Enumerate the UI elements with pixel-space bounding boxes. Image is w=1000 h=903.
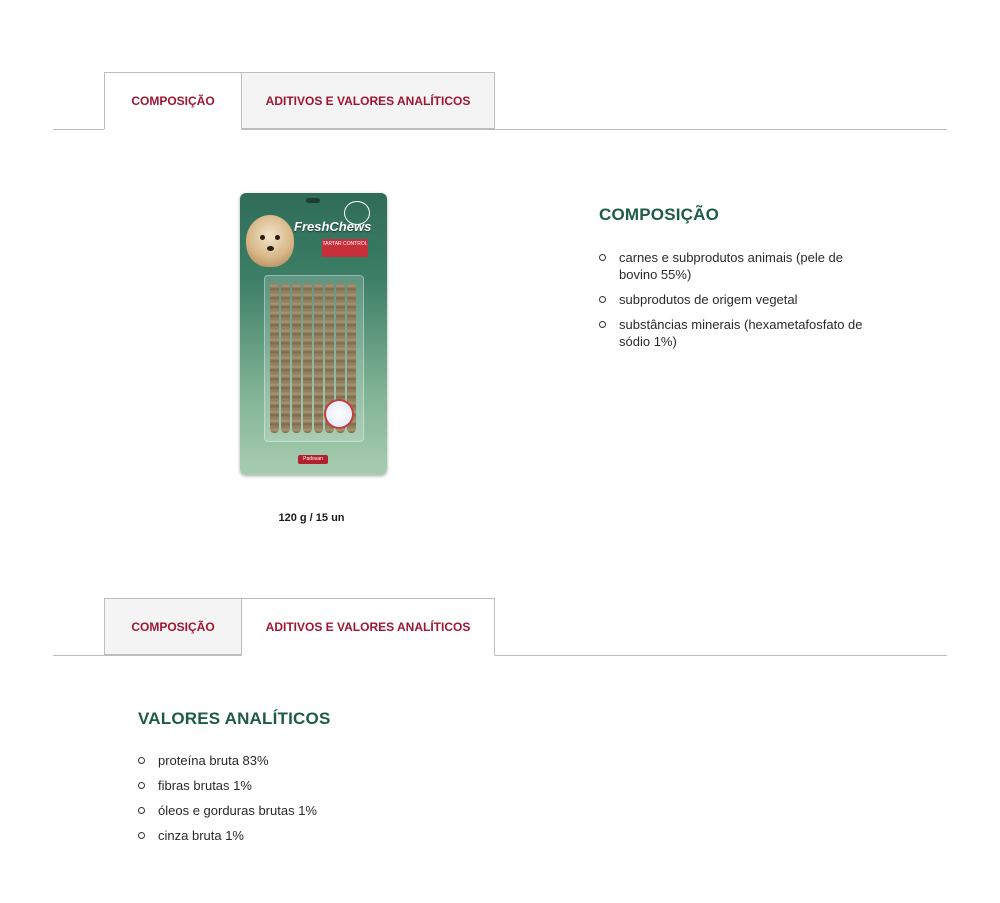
analytics-list xyxy=(138,752,438,852)
tab-composition-label: COMPOSIÇÃO xyxy=(131,619,215,634)
bullet-icon xyxy=(138,757,145,764)
tab-composition[interactable] xyxy=(104,72,242,130)
tab-bar-top xyxy=(53,72,947,130)
list-item: substâncias minerais (hexametafosfato de sódio 1%) xyxy=(599,316,869,350)
bullet-icon xyxy=(599,321,606,328)
hang-hole xyxy=(306,198,320,203)
list-item: proteína bruta 83% xyxy=(138,752,438,769)
bullet-icon xyxy=(138,782,145,789)
dog-picture xyxy=(246,215,294,267)
list-item: fibras brutas 1% xyxy=(138,777,438,794)
product-image xyxy=(240,193,387,475)
bullet-icon xyxy=(138,832,145,839)
maker-logo: Padovan xyxy=(298,455,328,464)
tab-composition[interactable] xyxy=(104,598,242,655)
toothbrush-icon xyxy=(324,399,354,429)
tab-bar-bottom xyxy=(53,598,947,656)
tab-composition-label: COMPOSIÇÃO xyxy=(131,94,215,108)
tab-bar-divider xyxy=(53,655,947,656)
analytics-title: VALORES ANALÍTICOS xyxy=(138,709,331,728)
list-item: subprodutos de origem vegetal xyxy=(599,291,869,308)
list-item: carnes e subprodutos animais (pele de bovino 55%) xyxy=(599,249,869,283)
tab-additives[interactable] xyxy=(241,72,495,129)
composition-title: COMPOSIÇÃO xyxy=(599,205,720,224)
tab-additives-label: ADITIVOS E VALORES ANALÍTICOS xyxy=(265,93,471,108)
bullet-icon xyxy=(599,254,606,261)
list-item: óleos e gorduras brutas 1% xyxy=(138,802,438,819)
bullet-icon xyxy=(138,807,145,814)
list-item: cinza bruta 1% xyxy=(138,827,438,844)
product-caption: 120 g / 15 un xyxy=(278,512,345,524)
composition-list xyxy=(599,249,869,358)
bullet-icon xyxy=(599,296,606,303)
tab-additives[interactable] xyxy=(241,598,495,656)
product-ribbon: TARTAR CONTROL xyxy=(322,239,368,257)
tab-additives-label: ADITIVOS E VALORES ANALÍTICOS xyxy=(265,620,471,634)
product-brand: FreshChews xyxy=(294,219,372,234)
